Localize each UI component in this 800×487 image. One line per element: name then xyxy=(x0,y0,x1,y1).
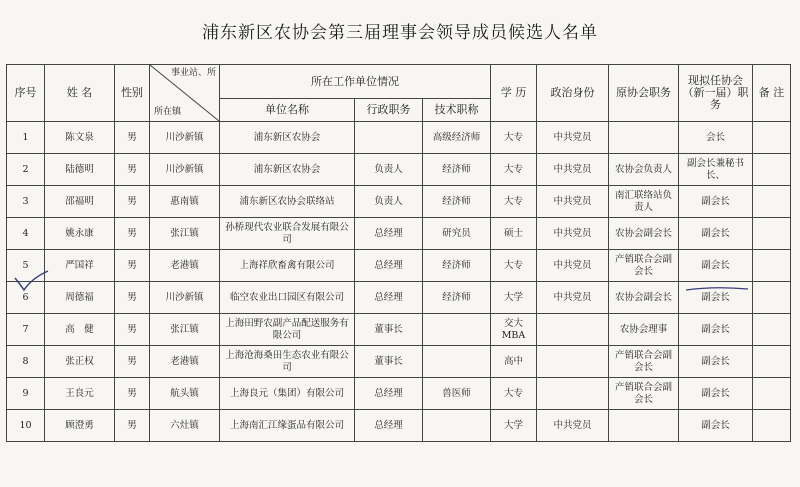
cell-index: 7 xyxy=(7,314,45,346)
table-row xyxy=(7,282,791,314)
cell-orig: 农协会负责人 xyxy=(609,154,679,186)
cell-proposed: 副会长 xyxy=(679,378,753,410)
cell-edu: 大专 xyxy=(491,186,537,218)
table-row xyxy=(7,378,791,410)
cell-gender: 男 xyxy=(115,122,150,154)
header-tech-title: 技术职称 xyxy=(423,99,491,122)
cell-notes xyxy=(753,346,791,378)
cell-proposed: 副会长 xyxy=(679,186,753,218)
cell-edu: 大专 xyxy=(491,122,537,154)
cell-edu: 大学 xyxy=(491,410,537,442)
header-proposed-position: 现拟任协会（新一届）职务 xyxy=(679,65,753,122)
cell-notes xyxy=(753,378,791,410)
cell-notes xyxy=(753,250,791,282)
cell-orig: 农协会理事 xyxy=(609,314,679,346)
cell-proposed: 副会长 xyxy=(679,282,753,314)
cell-admin: 负责人 xyxy=(355,186,423,218)
cell-name: 顾澄勇 xyxy=(45,410,115,442)
cell-unit: 孙桥现代农业联合发展有限公司 xyxy=(220,218,355,250)
cell-notes xyxy=(753,218,791,250)
cell-index: 3 xyxy=(7,186,45,218)
cell-index: 5 xyxy=(7,250,45,282)
cell-tech: 经济师 xyxy=(423,154,491,186)
table-row xyxy=(7,346,791,378)
header-notes: 备 注 xyxy=(753,65,791,122)
handwritten-underline xyxy=(684,284,750,294)
handwritten-check-mark xyxy=(12,268,52,294)
cell-unit: 上海沧海桑田生态农业有限公司 xyxy=(220,346,355,378)
table-row xyxy=(7,410,791,442)
cell-orig: 产销联合会副会长 xyxy=(609,346,679,378)
cell-gender: 男 xyxy=(115,186,150,218)
cell-admin: 总经理 xyxy=(355,218,423,250)
cell-gender: 男 xyxy=(115,346,150,378)
cell-edu: 硕士 xyxy=(491,218,537,250)
cell-unit: 上海良元（集团）有限公司 xyxy=(220,378,355,410)
cell-name: 姚永康 xyxy=(45,218,115,250)
cell-name: 陈文泉 xyxy=(45,122,115,154)
cell-index: 10 xyxy=(7,410,45,442)
cell-political: 中共党员 xyxy=(537,186,609,218)
cell-name: 高 健 xyxy=(45,314,115,346)
cell-political: 中共党员 xyxy=(537,154,609,186)
cell-notes xyxy=(753,154,791,186)
header-gender: 性别 xyxy=(115,65,150,122)
cell-notes xyxy=(753,186,791,218)
cell-political xyxy=(537,314,609,346)
cell-tech: 兽医师 xyxy=(423,378,491,410)
cell-tech: 经济师 xyxy=(423,250,491,282)
cell-tech: 研究员 xyxy=(423,218,491,250)
cell-tech: 经济师 xyxy=(423,282,491,314)
header-workplace-group: 所在工作单位情况 xyxy=(220,65,491,99)
cell-index: 9 xyxy=(7,378,45,410)
cell-political: 中共党员 xyxy=(537,282,609,314)
cell-town: 老港镇 xyxy=(150,250,220,282)
cell-unit: 上海南汇江缘蛋品有限公司 xyxy=(220,410,355,442)
cell-edu: 高中 xyxy=(491,346,537,378)
cell-political xyxy=(537,378,609,410)
cell-gender: 男 xyxy=(115,410,150,442)
cell-town: 惠南镇 xyxy=(150,186,220,218)
cell-name: 张正权 xyxy=(45,346,115,378)
cell-political: 中共党员 xyxy=(537,250,609,282)
cell-unit: 临空农业出口园区有限公司 xyxy=(220,282,355,314)
cell-admin xyxy=(355,122,423,154)
cell-admin: 总经理 xyxy=(355,282,423,314)
cell-notes xyxy=(753,410,791,442)
cell-name: 周德福 xyxy=(45,282,115,314)
cell-admin: 总经理 xyxy=(355,410,423,442)
table-row xyxy=(7,122,791,154)
cell-edu: 大专 xyxy=(491,378,537,410)
header-unit-name: 单位名称 xyxy=(220,99,355,122)
table-row xyxy=(7,218,791,250)
cell-unit: 上海田野农副产品配送服务有限公司 xyxy=(220,314,355,346)
cell-orig: 南汇联络站负责人 xyxy=(609,186,679,218)
cell-proposed: 副会长 xyxy=(679,218,753,250)
cell-notes xyxy=(753,282,791,314)
cell-orig: 农协会副会长 xyxy=(609,218,679,250)
cell-orig: 农协会副会长 xyxy=(609,282,679,314)
header-orig-position: 原协会职务 xyxy=(609,65,679,122)
cell-admin: 董事长 xyxy=(355,346,423,378)
cell-edu: 大学 xyxy=(491,282,537,314)
cell-tech: 高级经济师 xyxy=(423,122,491,154)
header-political: 政治身份 xyxy=(537,65,609,122)
cell-town: 张江镇 xyxy=(150,218,220,250)
cell-admin: 董事长 xyxy=(355,314,423,346)
cell-admin: 总经理 xyxy=(355,250,423,282)
cell-gender: 男 xyxy=(115,218,150,250)
cell-town: 六灶镇 xyxy=(150,410,220,442)
header-name: 姓 名 xyxy=(45,65,115,122)
cell-proposed: 副会长 xyxy=(679,250,753,282)
cell-name: 邵福明 xyxy=(45,186,115,218)
cell-gender: 男 xyxy=(115,282,150,314)
cell-tech xyxy=(423,314,491,346)
header-diagonal-cell xyxy=(150,65,220,122)
cell-proposed: 副会长 xyxy=(679,314,753,346)
header-admin-position: 行政职务 xyxy=(355,99,423,122)
candidate-table xyxy=(6,64,791,442)
cell-town: 老港镇 xyxy=(150,346,220,378)
table-row xyxy=(7,250,791,282)
cell-political: 中共党员 xyxy=(537,122,609,154)
cell-town: 川沙新镇 xyxy=(150,154,220,186)
header-town: 所在镇 xyxy=(154,107,182,117)
cell-edu: 大专 xyxy=(491,154,537,186)
cell-index: 8 xyxy=(7,346,45,378)
cell-index: 1 xyxy=(7,122,45,154)
cell-town: 川沙新镇 xyxy=(150,122,220,154)
header-index: 序号 xyxy=(7,65,45,122)
cell-name: 陆德明 xyxy=(45,154,115,186)
cell-town: 张江镇 xyxy=(150,314,220,346)
cell-unit: 浦东新区农协会联络站 xyxy=(220,186,355,218)
cell-gender: 男 xyxy=(115,314,150,346)
table-row xyxy=(7,154,791,186)
cell-proposed: 副会长 xyxy=(679,346,753,378)
cell-notes xyxy=(753,122,791,154)
cell-proposed: 会长 xyxy=(679,122,753,154)
cell-orig: 产销联合会副会长 xyxy=(609,250,679,282)
cell-gender: 男 xyxy=(115,154,150,186)
cell-proposed: 副会长 xyxy=(679,410,753,442)
table-row xyxy=(7,314,791,346)
cell-political: 中共党员 xyxy=(537,218,609,250)
cell-tech xyxy=(423,410,491,442)
cell-orig xyxy=(609,410,679,442)
cell-tech: 经济师 xyxy=(423,186,491,218)
cell-admin: 负责人 xyxy=(355,154,423,186)
cell-index: 6 xyxy=(7,282,45,314)
cell-notes xyxy=(753,314,791,346)
cell-index: 2 xyxy=(7,154,45,186)
document-title: 浦东新区农协会第三届理事会领导成员候选人名单 xyxy=(202,23,598,43)
cell-town: 川沙新镇 xyxy=(150,282,220,314)
cell-edu: 大专 xyxy=(491,250,537,282)
cell-unit: 上海祥欣畜禽有限公司 xyxy=(220,250,355,282)
cell-name: 王良元 xyxy=(45,378,115,410)
cell-admin: 总经理 xyxy=(355,378,423,410)
header-station: 事业站、所 xyxy=(170,68,216,78)
cell-proposed: 副会长兼秘书长、 xyxy=(679,154,753,186)
cell-orig xyxy=(609,122,679,154)
table-row xyxy=(7,186,791,218)
cell-political xyxy=(537,346,609,378)
cell-orig: 产销联合会副会长 xyxy=(609,378,679,410)
cell-gender: 男 xyxy=(115,378,150,410)
cell-unit: 浦东新区农协会 xyxy=(220,154,355,186)
cell-unit: 浦东新区农协会 xyxy=(220,122,355,154)
cell-edu: 交大MBA xyxy=(491,314,537,346)
cell-political: 中共党员 xyxy=(537,410,609,442)
cell-tech xyxy=(423,346,491,378)
cell-town: 航头镇 xyxy=(150,378,220,410)
cell-name: 严国祥 xyxy=(45,250,115,282)
cell-gender: 男 xyxy=(115,250,150,282)
header-education: 学 历 xyxy=(491,65,537,122)
cell-index: 4 xyxy=(7,218,45,250)
